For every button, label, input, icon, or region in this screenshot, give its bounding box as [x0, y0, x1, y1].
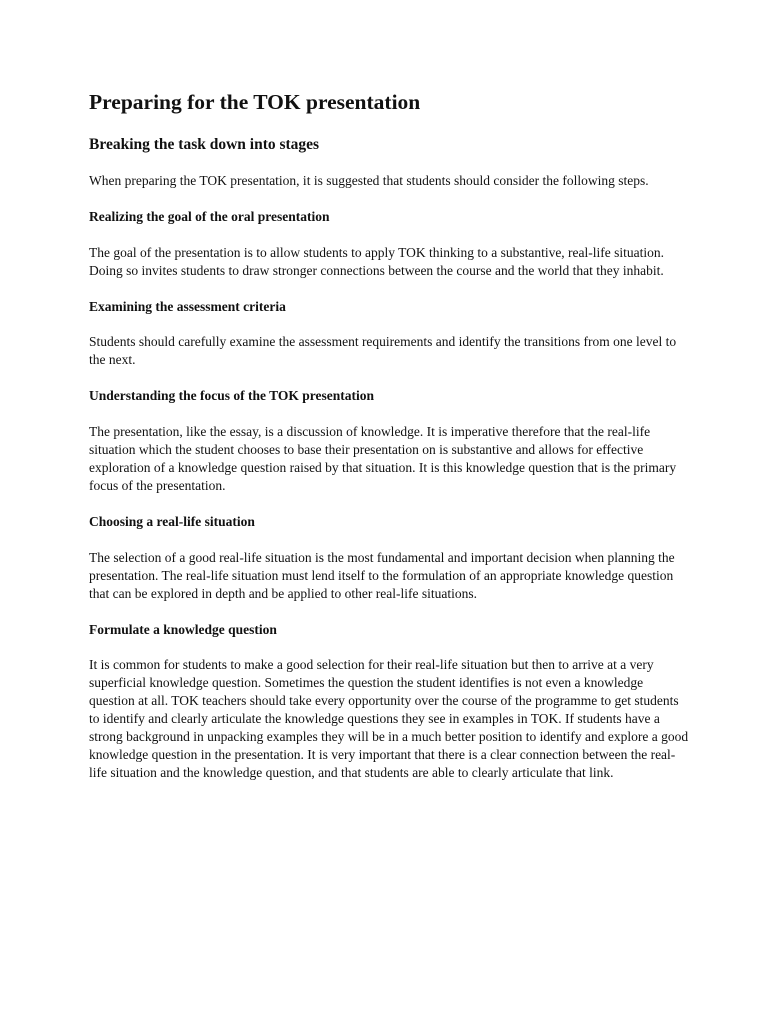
page-title: Preparing for the TOK presentation	[89, 90, 421, 114]
section-body-kq: It is common for students to make a good selection for their real-life situation but then to arrive at a very superficial knowledge question. Sometimes the question the student identifies is not even a knowledge question at all. TOK teachers should take every opportunity over the course of the programme to get students to identify and clearly articulate the knowledge questions they see in examples in TOK. If students have a strong background in unpacking examples they will be in a much better position to identify and explore a good knowledge question in the presentation. It is very important that there is a clear connection between the real-life situation and the knowledge question, and that students are able to clearly articulate that link.	[89, 657, 689, 781]
section-body-goal: The goal of the presentation is to allow students to apply TOK thinking to a substantive, real-life situation. Doing so invites students to draw stronger connections between the course and the world that they inhabit.	[89, 244, 665, 278]
section-body-criteria: Students should carefully examine the assessment requirements and identify the transitions from one level to the next.	[89, 334, 677, 368]
section-heading-criteria: Examining the assessment criteria	[89, 298, 286, 314]
section-heading-kq: Formulate a knowledge question	[89, 621, 277, 637]
section-body-rls: The selection of a good real-life situation is the most fundamental and important decision when planning the presentation. The real-life situation must lend itself to the formulation of an appropriate knowledge question that can be explored in depth and be applied to other real-life situations.	[89, 549, 675, 601]
document-page	[89, 90, 689, 800]
section-body-focus: The presentation, like the essay, is a discussion of knowledge. It is imperative therefore that the real-life situation which the student chooses to base their presentation on is substantive and allows for effective exploration of a knowledge question raised by that situation. It is this knowledge question that is the primary focus of the presentation.	[89, 424, 677, 494]
section-heading-focus: Understanding the focus of the TOK presentation	[89, 388, 375, 404]
section-heading-goal: Realizing the goal of the oral presentation	[89, 209, 330, 225]
section-heading-rls: Choosing a real-life situation	[89, 514, 255, 530]
intro-paragraph: When preparing the TOK presentation, it is suggested that students should consider the following steps.	[89, 173, 649, 189]
page-subtitle: Breaking the task down into stages	[89, 135, 320, 153]
